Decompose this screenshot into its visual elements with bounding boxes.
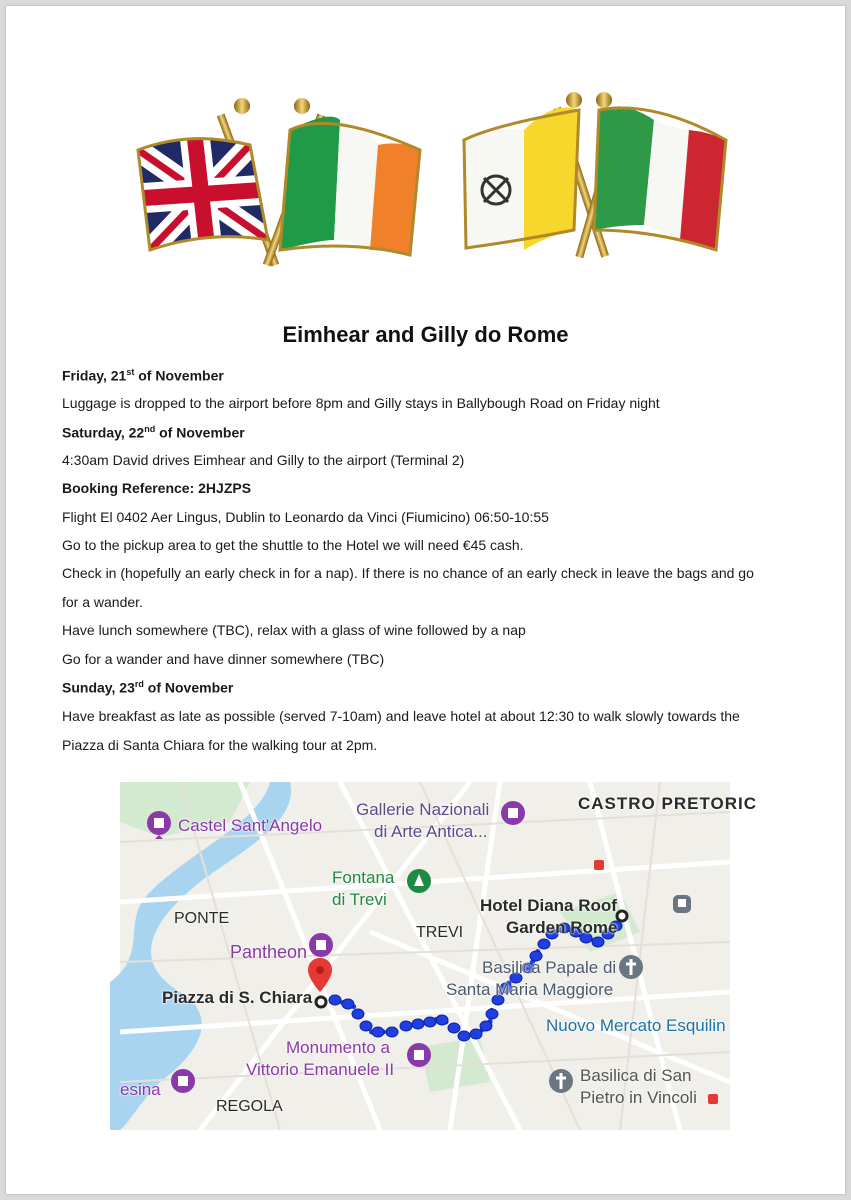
day-heading-friday: Friday, 21st of November xyxy=(62,367,224,384)
map-label-monumento-2: Vittorio Emanuele II xyxy=(246,1060,395,1079)
map-label-castel: Castel Sant'Angelo xyxy=(178,816,323,835)
route-dot xyxy=(352,1009,364,1019)
map-label-hotel-1: Hotel Diana Roof xyxy=(480,896,617,915)
lunch-text: Have lunch somewhere (TBC), relax with a glass of wine followed by a nap xyxy=(62,622,526,638)
sunday-breakfast-text-cont: Piazza di Santa Chiara for the walking tour at 2pm. xyxy=(62,737,378,753)
map-label-gallerie-1: Gallerie Nazionali xyxy=(356,800,490,819)
saturday-drive-text: 4:30am David drives Eimhear and Gilly to the airport (Terminal 2) xyxy=(62,452,465,468)
monument-poi-icon[interactable] xyxy=(406,1042,432,1072)
route-dot xyxy=(448,1023,460,1033)
route-dot xyxy=(386,1027,398,1037)
map-label-basilica-1: Basilica Papale di xyxy=(482,958,617,977)
transit-icon[interactable] xyxy=(672,894,692,914)
shuttle-text: Go to the pickup area to get the shuttle to the Hotel we will need €45 cash. xyxy=(62,537,524,553)
route-dot xyxy=(360,1021,372,1031)
map-label-pantheon: Pantheon xyxy=(230,942,308,962)
map-label-nuovo: Nuovo Mercato Esquilin xyxy=(546,1016,726,1035)
page-title: Eimhear and Gilly do Rome xyxy=(282,322,569,347)
map-label-hotel-2: Garden Rome xyxy=(506,918,618,937)
flight-details: Flight El 0402 Aer Lingus, Dublin to Leonardo da Vinci (Fiumicino) 06:50-10:55 xyxy=(62,509,549,525)
route-dot xyxy=(538,939,550,949)
map-label-gallerie-2: di Arte Antica... xyxy=(374,822,488,841)
route-dot xyxy=(342,999,354,1009)
map-label-sanpietro-1: Basilica di San xyxy=(580,1066,692,1085)
villa-poi-icon[interactable] xyxy=(170,1068,196,1098)
route-dot xyxy=(329,995,341,1005)
map-label-ponte: PONTE xyxy=(174,910,230,927)
sunday-breakfast-text: Have breakfast as late as possible (served 7-10am) and leave hotel at about 12:30 to walk slowly towards the xyxy=(62,708,740,724)
day-heading-sunday: Sunday, 23rd of November xyxy=(62,679,234,696)
check-in-text: Check in (hopefully an early check in for a nap). If there is no chance of an early check in leave the bags and go xyxy=(62,565,754,581)
uk-ireland-flag-pin-icon xyxy=(130,90,426,270)
document-page xyxy=(6,6,845,1194)
route-dot xyxy=(372,1027,384,1037)
map-label-esina: esina xyxy=(120,1080,161,1099)
map-label-castro: CASTRO PRETORIC xyxy=(578,794,758,813)
route-dot xyxy=(592,937,604,947)
map-label-monumento-1: Monumento a xyxy=(286,1038,390,1057)
map-label-regola: REGOLA xyxy=(216,1098,283,1115)
day-heading-saturday: Saturday, 22nd of November xyxy=(62,424,245,441)
route-dot xyxy=(458,1031,470,1041)
booking-reference: Booking Reference: 2HJZPS xyxy=(62,480,252,496)
church-poi-icon-2[interactable] xyxy=(548,1068,574,1098)
church-poi-icon[interactable] xyxy=(618,954,644,984)
route-dot xyxy=(486,1009,498,1019)
museum-poi-icon[interactable] xyxy=(500,800,526,830)
route-dot xyxy=(400,1021,412,1031)
route-dot xyxy=(480,1021,492,1031)
vatican-italy-flag-pin-icon xyxy=(454,90,734,260)
check-in-text-cont: for a wander. xyxy=(62,594,143,610)
pantheon-poi-icon[interactable] xyxy=(308,932,334,962)
map-label-trevi: TREVI xyxy=(416,924,464,941)
location-pin-icon[interactable] xyxy=(308,958,332,992)
friday-luggage-text: Luggage is dropped to the airport before 8pm and Gilly stays in Ballybough Road on Friday night xyxy=(62,395,660,411)
route-dot xyxy=(470,1029,482,1039)
route-dot xyxy=(412,1019,424,1029)
route-dot xyxy=(424,1017,436,1027)
route-dot xyxy=(436,1015,448,1025)
map-label-chiara: Piazza di S. Chiara xyxy=(162,988,313,1007)
castle-poi-icon[interactable] xyxy=(146,810,172,840)
map-label-basilica-2: Santa Maria Maggiore xyxy=(446,980,614,999)
map-label-sanpietro-2: Pietro in Vincoli xyxy=(580,1088,697,1107)
map-label-fontana-2: di Trevi xyxy=(332,890,387,909)
fountain-poi-icon[interactable] xyxy=(406,868,432,898)
map-label-fontana-1: Fontana xyxy=(332,868,395,887)
start-marker-icon xyxy=(313,994,329,1010)
dinner-text: Go for a wander and have dinner somewhere (TBC) xyxy=(62,651,385,667)
route-map xyxy=(120,782,758,1130)
